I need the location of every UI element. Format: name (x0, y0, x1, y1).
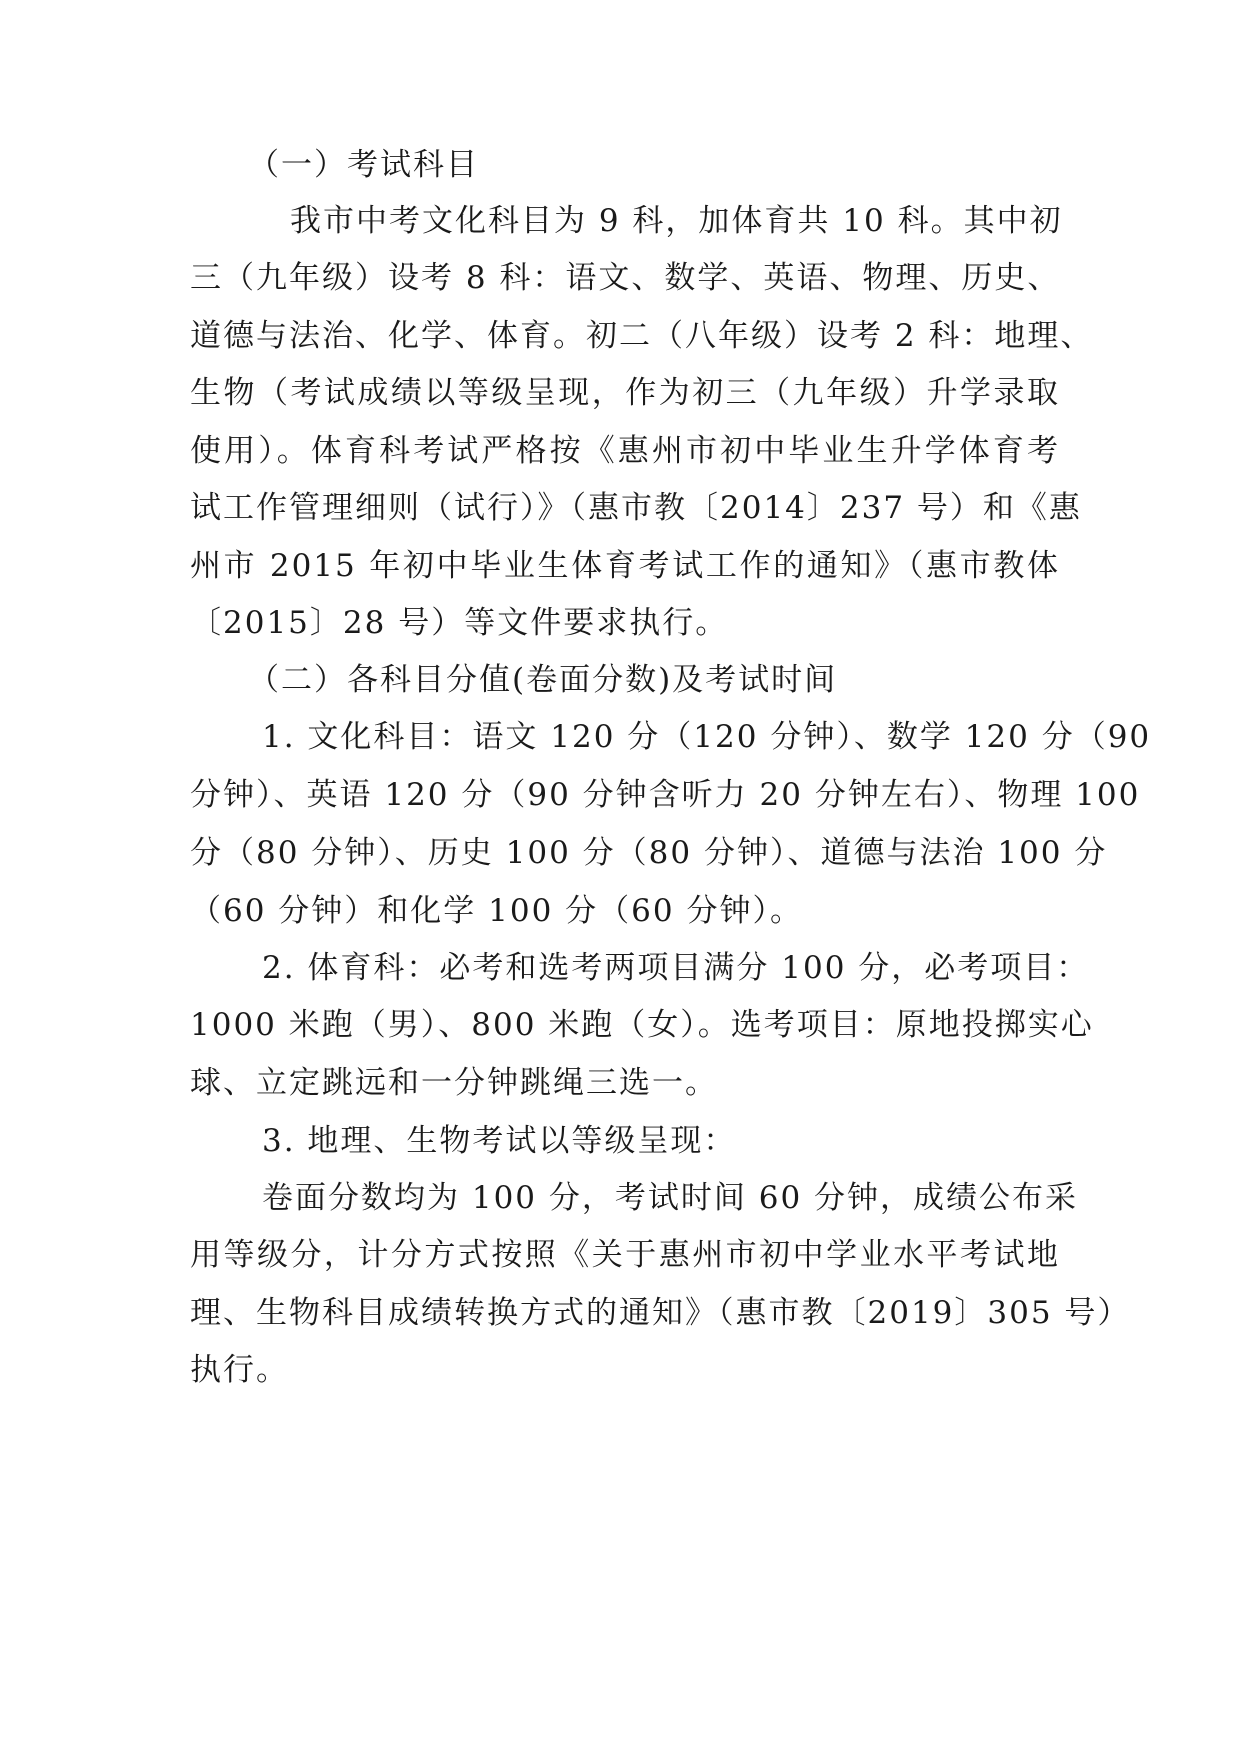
paragraph-line: 生物（考试成绩以等级呈现，作为初三（九年级）升学录取 (190, 375, 1060, 411)
paragraph-line: 执行。 (190, 1352, 289, 1388)
paragraph-line: 1000 米跑（男）、800 米跑（女）。选考项目：原地投掷实心 (190, 1007, 1094, 1043)
paragraph-line: 州市 2015 年初中毕业生体育考试工作的通知》（惠市教体 (190, 548, 1060, 584)
paragraph-line: 三（九年级）设考 8 科：语文、数学、英语、物理、历史、 (190, 260, 1061, 296)
section-heading-1: （一）考试科目 (248, 147, 479, 183)
paragraph-line: 分钟）、英语 120 分（90 分钟含听力 20 分钟左右）、物理 100 (190, 777, 1141, 813)
document-page (190, 0, 1152, 1754)
paragraph-line: 3. 地理、生物考试以等级呈现： (262, 1123, 737, 1159)
section-heading-2: （二）各科目分值(卷面分数)及考试时间 (248, 662, 838, 698)
paragraph-line: 1. 文化科目：语文 120 分（120 分钟）、数学 120 分（90 (262, 719, 1152, 755)
paragraph-line: 我市中考文化科目为 9 科，加体育共 10 科。其中初 (290, 203, 1063, 239)
paragraph-line: 理、生物科目成绩转换方式的通知》（惠市教〔2019〕305 号） (190, 1295, 1131, 1331)
paragraph-line: 〔2015〕28 号）等文件要求执行。 (190, 605, 729, 641)
paragraph-line: 使用）。体育科考试严格按《惠州市初中毕业生升学体育考 (190, 433, 1060, 469)
paragraph-line: （60 分钟）和化学 100 分（60 分钟）。 (190, 893, 803, 929)
paragraph-line: 用等级分，计分方式按照《关于惠州市初中学业水平考试地 (190, 1237, 1060, 1273)
paragraph-line: 卷面分数均为 100 分，考试时间 60 分钟，成绩公布采 (262, 1180, 1079, 1216)
paragraph-line: 球、立定跳远和一分钟跳绳三选一。 (190, 1065, 718, 1101)
paragraph-line: 道德与法治、化学、体育。初二（八年级）设考 2 科：地理、 (190, 318, 1094, 354)
paragraph-line: 试工作管理细则（试行）》（惠市教〔2014〕237 号）和《惠 (190, 490, 1082, 526)
paragraph-line: 分（80 分钟）、历史 100 分（80 分钟）、道德与法治 100 分 (190, 835, 1108, 871)
paragraph-line: 2. 体育科：必考和选考两项目满分 100 分，必考项目： (262, 950, 1090, 986)
